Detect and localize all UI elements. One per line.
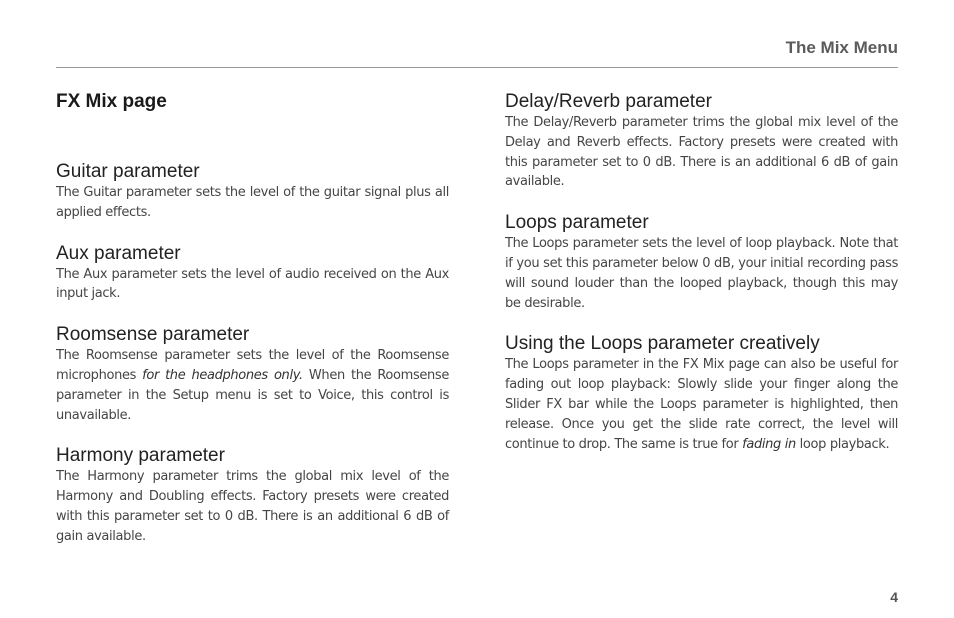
aux-parameter-block [56,242,449,305]
loops-creative-text-start: The Loops parameter in the FX Mix page can also be useful for fading out loop playback: Slowly slide your finger along the Slider FX bar while the Loops parameter is highlighted, then release. Once you get the slide rate correct, the level will continue to drop. The same is true for [505,357,898,452]
guitar-parameter-heading: Guitar parameter [56,161,200,182]
roomsense-emphasis: for the headphones only. [142,367,303,383]
delay-reverb-parameter-block [505,90,898,192]
section-title: FX Mix page [56,91,167,112]
roomsense-parameter-block [56,323,449,425]
loops-creative-heading: Using the Loops parameter creatively [505,333,820,355]
roomsense-text-end: When the Roomsense parameter in the Setup menu is set to Voice, this control is unavailable. [56,367,449,423]
roomsense-parameter-heading: Roomsense parameter [56,324,250,346]
loops-parameter-heading: Loops parameter [505,212,649,234]
loops-creative-text-end: loop playback. [795,436,890,452]
harmony-parameter-text: The Harmony parameter trims the global mix level of the Harmony and Doubling effects. Factory presets were created with this parameter set to 0 dB. There is an additional 6 dB of gain available. [56,469,449,544]
loops-creative-text [505,355,898,454]
page-header-title: The Mix Menu [785,38,898,57]
delay-reverb-parameter-text: The Delay/Reverb parameter trims the global mix level of the Delay and Reverb effects. Factory presets were created with this parameter set to 0 dB. There is an additional 6 dB of gain available. [505,115,898,190]
harmony-parameter-heading: Harmony parameter [56,445,225,467]
aux-parameter-heading: Aux parameter [56,242,181,264]
delay-reverb-parameter-heading: Delay/Reverb parameter [505,91,712,112]
loops-creative-block [505,332,898,454]
roomsense-text-start: The Roomsense parameter sets the level of the Roomsense microphones [56,348,449,383]
left-column [56,90,449,566]
harmony-parameter-block [56,444,449,546]
guitar-parameter-text: The Guitar parameter sets the level of the guitar signal plus all applied effects. [56,185,449,220]
guitar-parameter-block [56,160,449,223]
aux-parameter-text: The Aux parameter sets the level of audio received on the Aux input jack. [56,266,449,302]
loops-creative-emphasis: fading in [742,436,796,452]
loops-parameter-text: The Loops parameter sets the level of loop playback. Note that if you set this parameter below 0 dB, your initial recording pass will sound louder than the looped playback, though this may be desirable. [505,236,898,311]
roomsense-parameter-text [56,346,449,425]
page-number: 4 [890,589,898,605]
right-column [505,90,898,473]
header-divider [56,67,898,68]
loops-parameter-block [505,211,898,313]
